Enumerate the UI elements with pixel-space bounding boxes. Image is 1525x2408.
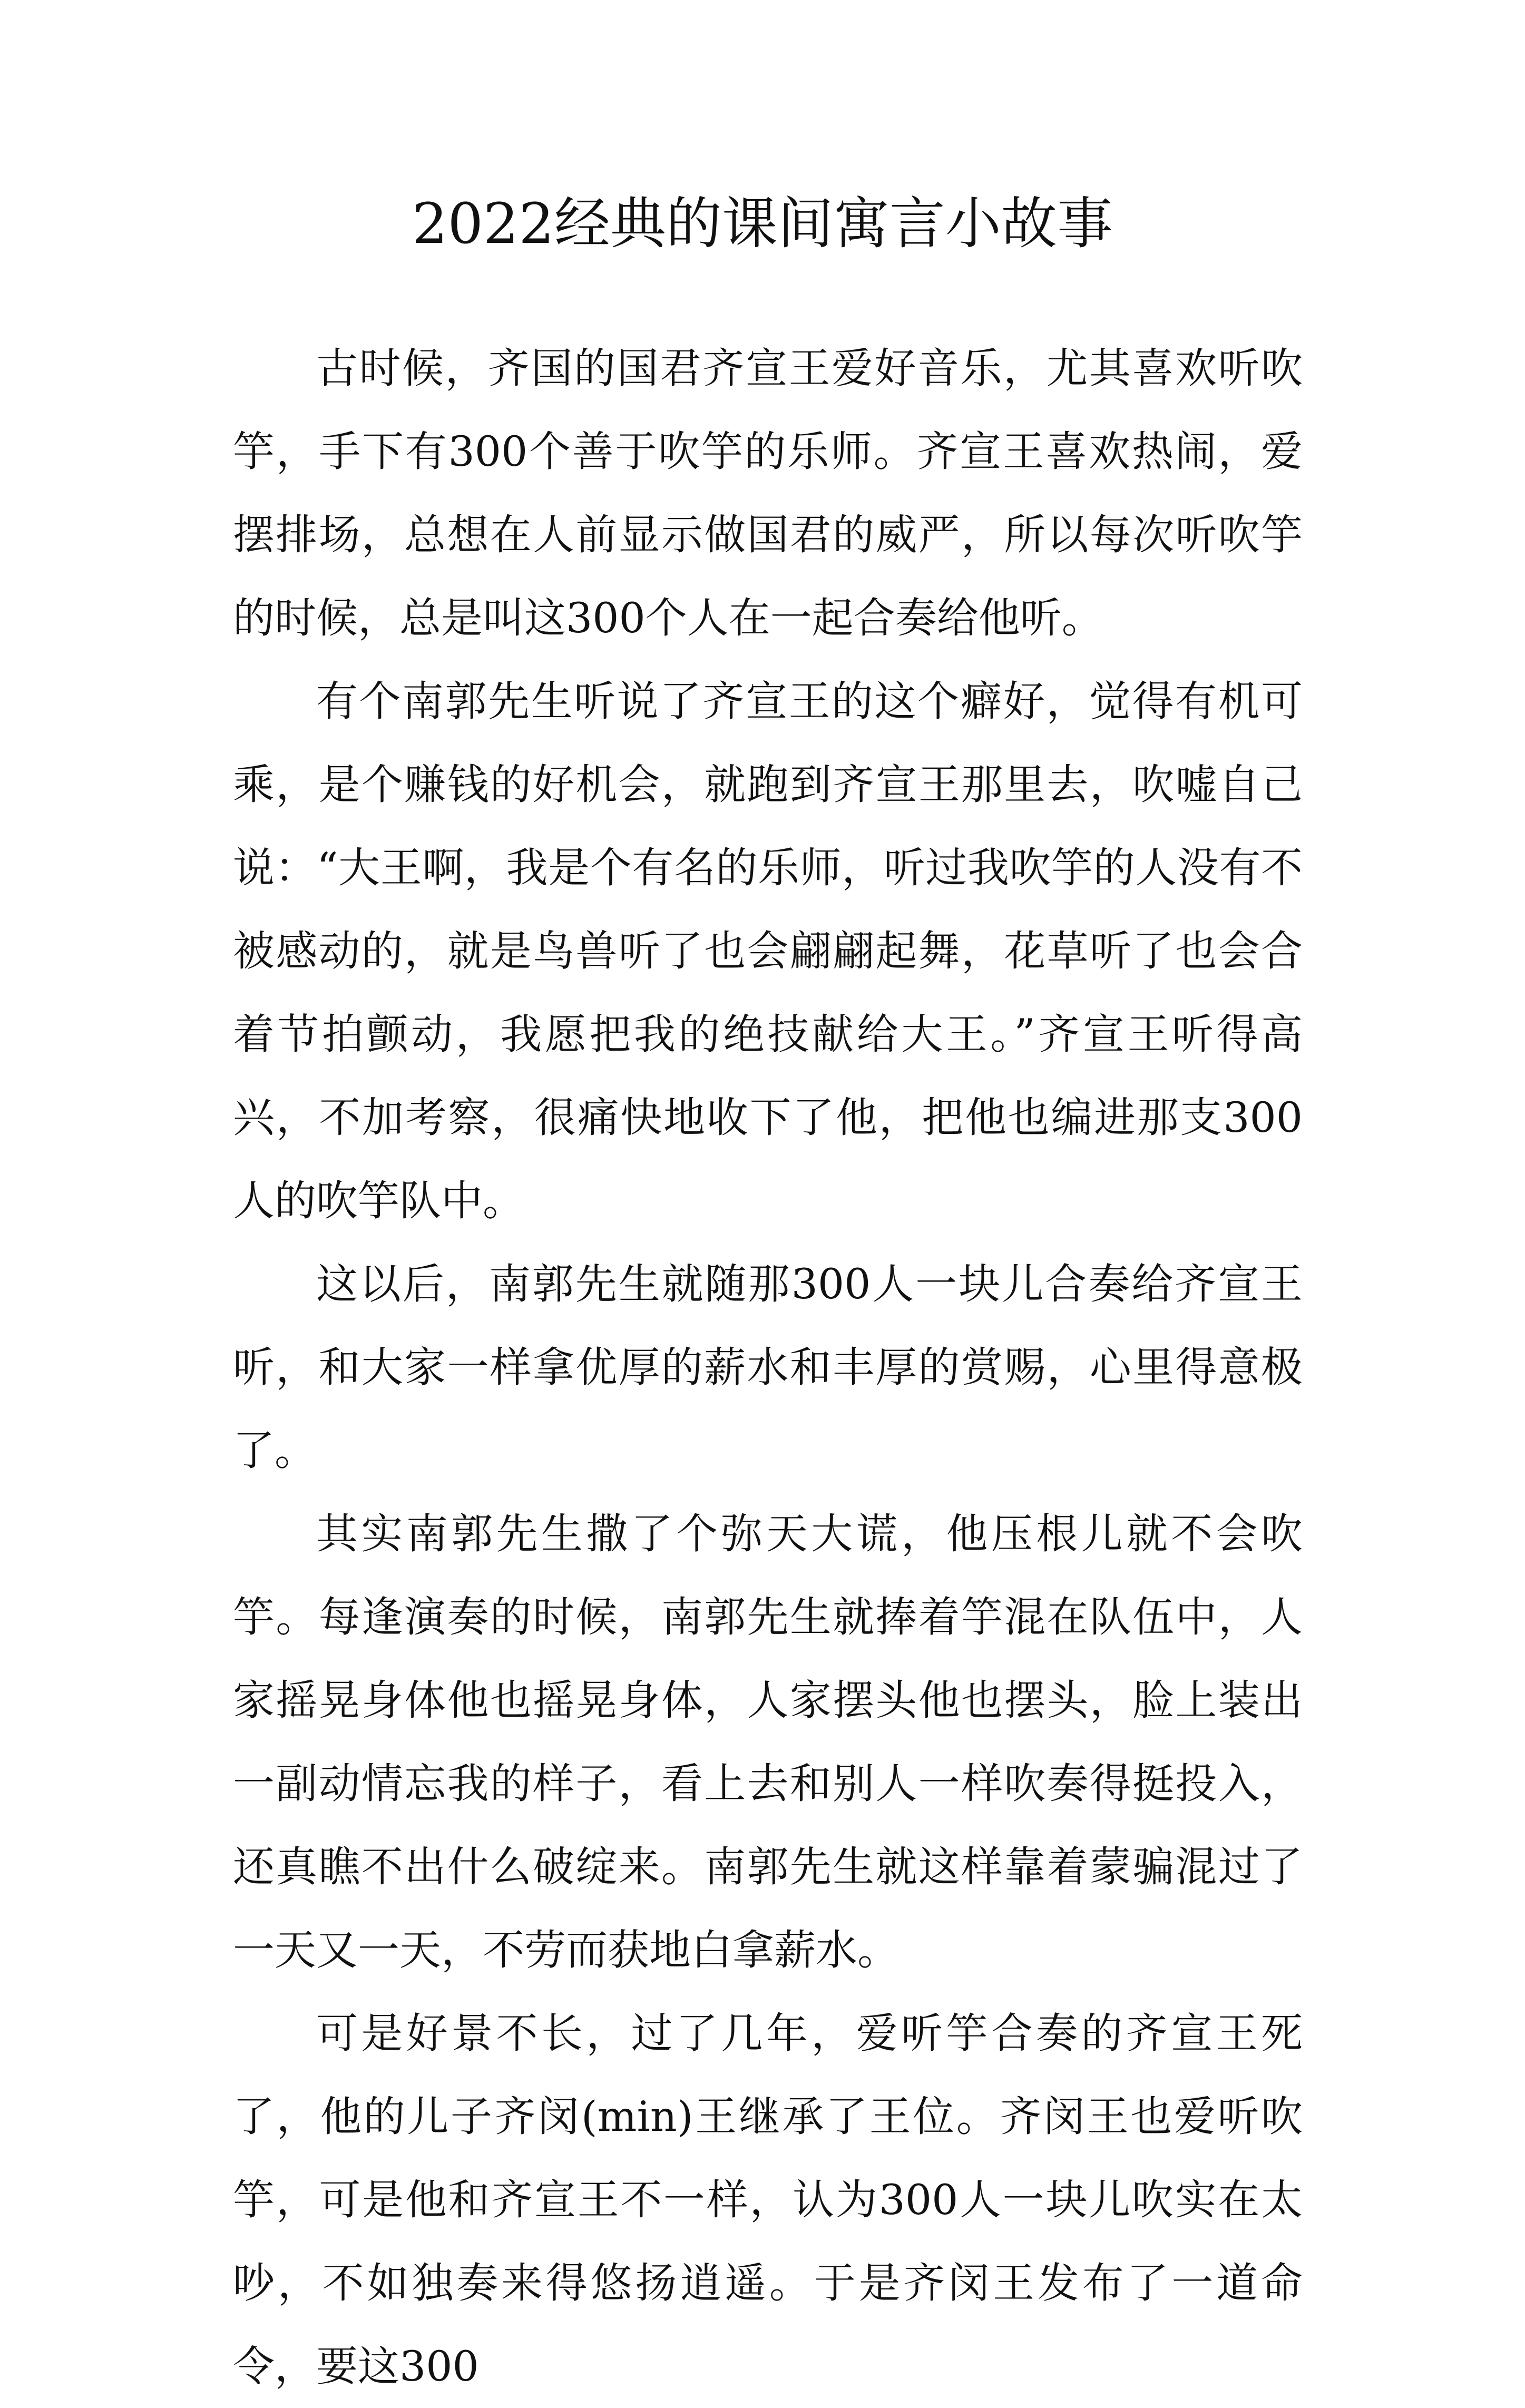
paragraph: 这以后，南郭先生就随那300人一块儿合奏给齐宣王听，和大家一样拿优厚的薪水和丰厚的赏赐，心里得意极了。	[233, 1260, 1303, 1475]
document-title: 2022经典的课间寓言小故事	[412, 191, 1113, 256]
document-body	[233, 327, 1303, 2408]
paragraph: 有个南郭先生听说了齐宣王的这个癖好，觉得有机可乘，是个赚钱的好机会，就跑到齐宣王那里去，吹嘘自己说：“大王啊，我是个有名的乐师，听过我吹竽的人没有不被感动的，就是鸟兽听了也会翩翩起舞，花草听了也会合着节拍颤动，我愿把我的绝技献给大王。”齐宣王听得高兴，不加考察，很痛快地收下了他，把他也编进那支300人的吹竽队中。	[233, 677, 1303, 1225]
paragraph: 古时候，齐国的国君齐宣王爱好音乐，尤其喜欢听吹竽，手下有300个善于吹竽的乐师。齐宣王喜欢热闹，爱摆排场，总想在人前显示做国君的威严，所以每次听吹竽的时候，总是叫这300个人在一起合奏给他听。	[233, 344, 1303, 642]
paragraph: 可是好景不长，过了几年，爱听竽合奏的齐宣王死了，他的儿子齐闵(min)王继承了王位。齐闵王也爱听吹竽，可是他和齐宣王不一样，认为300人一块儿吹实在太吵，不如独奏来得悠扬逍遥。于是齐闵王发布了一道命令，要这300	[233, 2009, 1303, 2391]
paragraph: 其实南郭先生撒了个弥天大谎，他压根儿就不会吹竽。每逢演奏的时候，南郭先生就捧着竽混在队伍中，人家摇晃身体他也摇晃身体，人家摆头他也摆头，脸上装出一副动情忘我的样子，看上去和别人一样吹奏得挺投入，还真瞧不出什么破绽来。南郭先生就这样靠着蒙骗混过了一天又一天，不劳而获地白拿薪水。	[233, 1510, 1303, 1974]
